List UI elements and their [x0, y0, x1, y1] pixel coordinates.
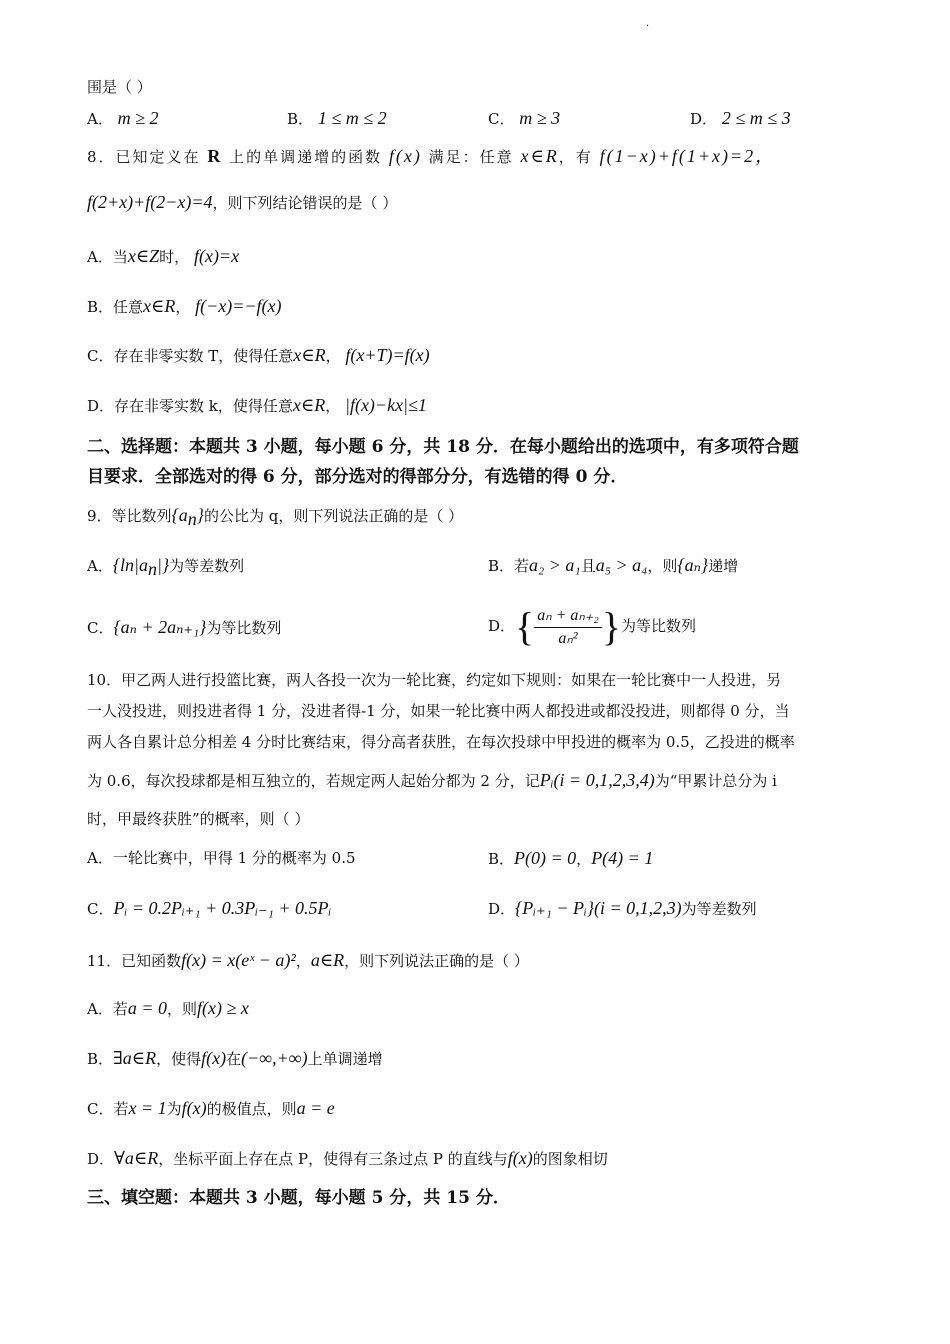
left-brace: {: [515, 604, 535, 649]
top-mark: .: [646, 18, 650, 29]
q8-option-a: A．当x∈Z时， f(x)=x: [87, 246, 240, 266]
q8-stem-line2: f(2+x)+f(2−x)=4，则下列结论错误的是（ ）: [87, 192, 398, 212]
q7-option-d: D． 2 ≤ m ≤ 3: [690, 108, 791, 128]
q10-line2: 一人没投进，则投进者得 1 分，没进者得-1 分，如果一轮比赛中两人都投进或都没投进，则都得 0 分，当: [87, 702, 790, 720]
section-2-heading-line2: 目要求．全部选对的得 6 分，部分选对的得部分分，有选错的得 0 分．: [87, 467, 628, 487]
q8-option-c: C．存在非零实数 T，使得任意x∈R， f(x+T)=f(x): [87, 345, 430, 365]
section-2-heading-line1: 二、选择题：本题共 3 小题，每小题 6 分，共 18 分．在每小题给出的选项中，有多项符合题: [87, 437, 799, 457]
q10-line1: 10．甲乙两人进行投篮比赛，两人各投一次为一轮比赛，约定如下规则：如果在一轮比赛中一人投进，另: [87, 671, 782, 689]
q7-option-b: B． 1 ≤ m ≤ 2: [287, 108, 387, 128]
q10-option-c: C．Pᵢ = 0.2Pᵢ₊₁ + 0.3Pᵢ₋₁ + 0.5Pᵢ: [87, 898, 332, 918]
section-3-heading: 三、填空题：本题共 3 小题，每小题 5 分，共 15 分．: [87, 1188, 510, 1208]
q10-line5: 时，甲最终获胜”的概率，则（ ）: [87, 810, 310, 828]
q9-option-c: C．{aₙ + 2aₙ₊₁}为等比数列: [87, 617, 282, 637]
q10-line4: 为 0.6，每次投球都是相互独立的，若规定两人起始分都为 2 分，记Pᵢ(i = 0,1,2,3,4)为“甲累计总分为 i: [87, 770, 777, 790]
right-brace: }: [601, 604, 621, 649]
q9-option-d: D．{ $\frac{\text{aₙ + aₙ₊₂}}{\text{aₙ²}}$ }为等比数列: [488, 604, 697, 649]
q9-stem: 9．等比数列$\{a_n\}$的公比为 q，则下列说法正确的是（ ）: [87, 505, 464, 529]
q10-option-b: B．P(0) = 0，P(4) = 1: [488, 848, 654, 868]
q8-option-d: D．存在非零实数 k，使得任意x∈R， |f(x)−kx|≤1: [87, 395, 427, 415]
q11-option-d: D．∀a∈R，坐标平面上存在点 P，使得有三条过点 P 的直线与f(x)的图象相切: [87, 1148, 608, 1168]
q8-option-b: B．任意x∈R， f(−x)=−f(x): [87, 296, 282, 316]
q9-option-b: B．若a₂ > a₁且a₅ > a₄，则{aₙ}递增: [488, 555, 739, 575]
q7-option-a: A． m ≥ 2: [87, 108, 159, 128]
q7-tail: 围是（ ）: [87, 78, 152, 96]
q8-stem-line1: 8．已知定义在 R 上的单调递增的函数 f(x) 满足：任意 x∈R，有 f(1−x)+f(1+x)=2，: [87, 146, 776, 166]
q11-option-c: C．若x = 1为f(x)的极值点，则a = e: [87, 1098, 335, 1118]
q10-line3: 两人各自累计总分相差 4 分时比赛结束，得分高者获胜，在每次投球中甲投进的概率为 0.5，乙投进的概率: [87, 733, 795, 751]
q11-stem: 11．已知函数f(x) = x(eˣ − a)²，a∈R，则下列说法正确的是（ ）: [87, 950, 529, 970]
q9-fraction: $\frac{\text{aₙ + aₙ₊₂}}{\text{aₙ²}}$: [534, 605, 602, 650]
q10-option-d: D．{Pᵢ₊₁ − Pᵢ}(i = 0,1,2,3)为等差数列: [488, 898, 757, 918]
q11-option-b: B．∃a∈R，使得f(x)在(−∞,+∞)上单调递增: [87, 1048, 383, 1068]
q11-option-a: A．若a = 0，则f(x) ≥ x: [87, 998, 249, 1018]
q10-option-a: A．一轮比赛中，甲得 1 分的概率为 0.5: [87, 849, 356, 867]
q9-option-a: A．$\{\ln|a_n|\}$为等差数列: [87, 555, 245, 579]
q7-option-c: C． m ≥ 3: [488, 108, 561, 128]
